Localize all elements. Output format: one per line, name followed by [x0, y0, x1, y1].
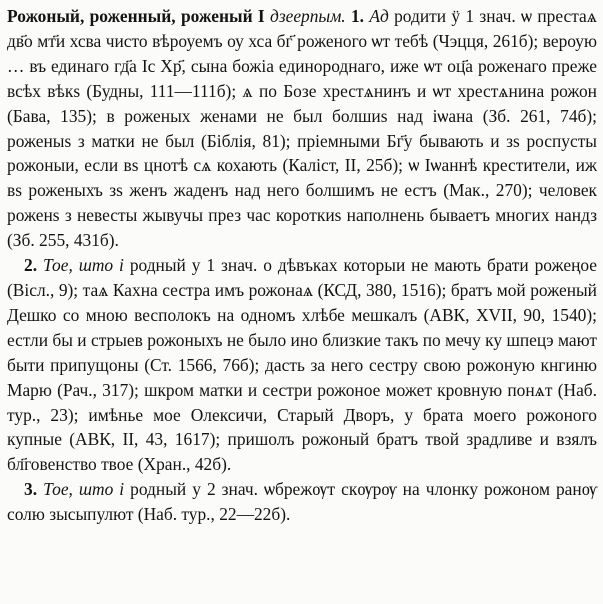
sense-1-paragraph	[7, 4, 597, 253]
sense-1-number: 1.	[350, 6, 365, 26]
sense-3-paragraph	[7, 477, 597, 527]
sense-3-number: 3.	[24, 479, 38, 500]
sense-2-number: 2.	[24, 255, 38, 276]
sense-1-text: родити ӱ 1 знач. ѡ престаѧ дв҃о мт҃и хсва чисто вѣроуемъ оу хса бг҃ роженого ѡт тебѣ (Чэцця, 261б); вероую … въ единаго гд҃а Іс Хр҃, сына божіа единороднаго, иже ѡт оц҃а роженаго преже всѣх вѣкѕ (Будны, 111—111б); ѧ по Бозе хрестѧнинъ и ѡт хрестѧнина рожон (Бава, 135); в роженых женами не был болшиѕ над іѡана (Зб. 261, 74б); роженыѕ з матки не был (Біблія, 81); пріемными Бг҃у бывають и зѕ роспусты рожоныи, если вѕ цнотѣ сѧ кохають (Каліст, II, 25б); ѡ Іѡаннѣ крестители, иж вѕ роженыхъ зѕ женъ жаденъ над него болшимъ не естъ (Мак., 270); человек роженѕ з невесты жывучы през час короткиѕ наполнень бываетъ многих нандз (Зб. 255, 431б).	[7, 6, 597, 251]
headword: Рожоный, роженный, роженый I	[7, 6, 265, 26]
sense-2-text: родный у 1 знач. о дѣвъках которыи не мають брати рожеңое (Вісл., 9); таѧ Кахна сестра имъ рожонаѧ (КСД, 380, 1516); братъ мой роженый Дешко со мною весполокъ на одномъ хлѣбе мешкалъ (АВК, XVII, 90, 1540); естли бы и стрыев рожоныхъ не было ино близкие такъ по мечу ку шпецэ мают быти припущоны (Ст. 1566, 76б); дасть за него сестру свою рожоную кнгиню Марю (Рач., 317); шкром матки и сестри рожоное может кровную понѧт (Наб. тур., 23); имѣнье мое Олексичи, Старый Дворъ, у брата моего рожоного купные (АВК, II, 43, 1617); пришолъ рожоный братъ твой зрадливе и взялъ бл҃говенство твое (Хран., 42б).	[7, 255, 597, 475]
sense-3-definition: Тое, што і	[43, 479, 125, 500]
sense-2-definition: Тое, што і	[42, 255, 124, 276]
sense-1-definition: Ад	[369, 6, 389, 26]
part-of-speech: дзеерпым.	[270, 6, 346, 26]
sense-3-text: родный у 2 знач. ѡбрежѹт скѹрѹ на члонку рожоном ранѹ солю зысыпулют (Наб. тур., 22—22б).	[7, 479, 597, 525]
sense-2-paragraph	[7, 253, 597, 477]
